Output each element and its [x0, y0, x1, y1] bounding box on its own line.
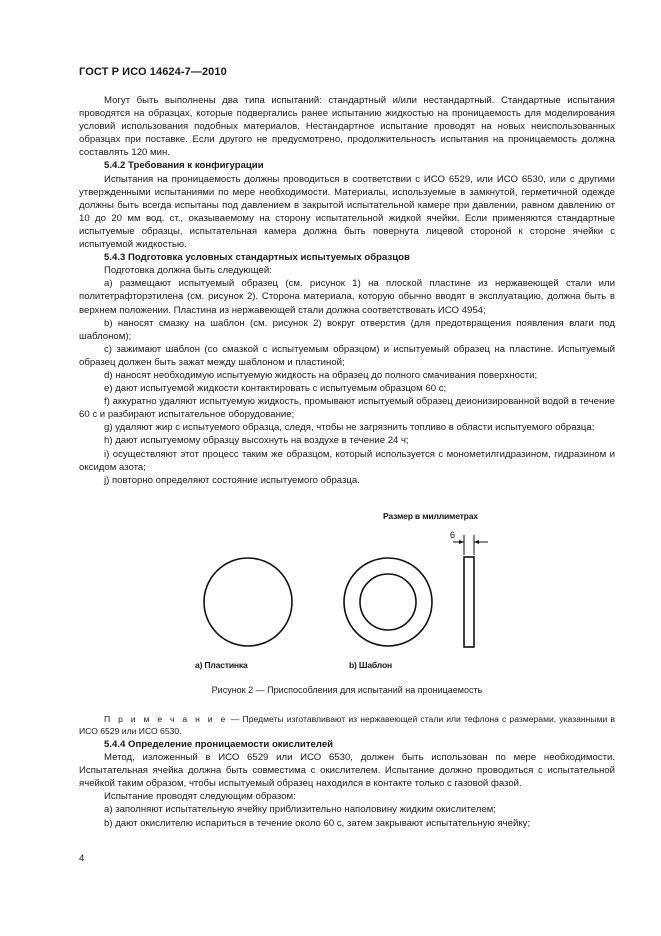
figure-caption: Рисунок 2 — Приспособления для испытаний на проницаемость: [211, 685, 483, 695]
dimension-arrow-right: [474, 540, 479, 544]
side-view: [464, 557, 474, 647]
section-heading: 5.4.4 Определение проницаемости окислителей: [104, 739, 334, 750]
section-heading: 5.4.3 Подготовка условных стандартных испытуемых образцов: [104, 252, 410, 264]
template-caption: b) Шаблон: [349, 660, 392, 670]
paragraph: b) наносят смазку на шаблон (см. рисунок 2) вокруг отверстия (для предотвращения появления влаги под шаблоном);: [79, 317, 615, 342]
note-label: П р и м е ч а н и е: [104, 714, 228, 724]
paragraph: h) дают испытуемому образцу высохнуть на воздухе в течение 24 ч;: [104, 435, 409, 447]
paragraph: Метод, изложенный в ИСО 6529 или ИСО 6530, должен быть использован по мере необходимости. Испытательная ячейка должна быть совместима с окислителем. Испытание должно проводиться с испытательной ячейкой таким образом, чтобы испытуемый образец находился в контакте только с газовой фазой.: [79, 752, 615, 790]
figure-2-drawing: [79, 505, 615, 715]
paragraph: d) наносят необходимую испытуемую жидкость на образец до полного смачивания поверхности;: [104, 369, 538, 381]
paragraph: b) дают окислителю испариться в течение около 60 с, затем закрывают испытательную ячейку;: [104, 817, 531, 829]
paragraph: j) повторно определяют состояние испытуемого образца.: [104, 474, 360, 486]
paragraph: Подготовка должна быть следующей:: [104, 265, 272, 277]
paragraph: g) удаляют жир с испытуемого образца, следя, чтобы не загрязнить топливо в области испытуемого образца;: [104, 422, 595, 434]
page-number: 4: [79, 853, 85, 864]
paragraph: a) размещают испытуемый образец (см. рисунок 1) на плоской пластине из нержавеющей стали или политетрафторэтилена (см. рисунок 2). Сторона материала, которую обычно вводят в эксплуатацию, должна быть в верхнем положении. Пластина из нержавеющей стали должна соответствовать ИСО 4954;: [79, 278, 615, 316]
paragraph: e) дают испытуемой жидкости контактировать с испытуемым образцом 60 с;: [104, 383, 447, 395]
section-heading: 5.4.2 Требования к конфигурации: [104, 160, 264, 172]
template-outer-circle: [344, 558, 432, 646]
paragraph: Испытания на проницаемость должны проводиться в соответствии с ИСО 6529, или ИСО 6530, или с другими утвержденными испытаниями по мере необходимости. Материалы, используемые в замкнутой, герметичной одежде должны быть всегда испытаны под давлением в закрытой испытательной камере при давлении, равном давлению от 10 до 20 мм вод. ст., оказываемому на сторону испытательной жидкой ячейки. Если применяются стандартные испытуемые образцы, испытательная камера должна быть повернута лицевой стороной к стороне ячейки с испытуемой жидкостью.: [79, 173, 615, 251]
paragraph: a) заполняют испытательную ячейку приблизительно наполовину жидким окислителем;: [104, 804, 496, 816]
section-5-4-text: [79, 94, 615, 487]
paragraph: f) аккуратно удаляют испытуемую жидкость, промывают испытуемый образец деионизированной водой в течение 60 с и разбирают испытательное оборудование;: [79, 396, 615, 421]
note-text: — Предметы изготавливают из нержавеющей стали или тефлона с размерами, указанными в ИСО 6529 или ИСО 6530.: [79, 714, 615, 736]
document-header: ГОСТ Р ИСО 14624-7—2010: [79, 66, 227, 78]
paragraph: Могут быть выполнены два типа испытаний: стандартный и/или нестандартный. Стандартные испытания проводятся на образцах, которые подвергались ранее испытанию жидкостью на проницаемость для моделирования условий использования подобных материалов. Нестандартное испытание проводят на новых неиспользованных образцах при поставке. Если другого не предусмотрено, продолжительность испытания на проницаемость должна составлять 120 мин.: [79, 95, 615, 159]
paragraph: Испытание проводят следующим образом:: [104, 791, 296, 803]
dimension-value: 6: [450, 530, 456, 540]
figure-note: [79, 714, 615, 738]
paragraph: c) зажимают шаблон (со смазкой с испытуемым образцом) и испытуемый образец на пластине. Испытуемый образец должен быть зажат между шаблоном и пластиной;: [79, 343, 615, 368]
plate-caption: a) Пластинка: [195, 660, 248, 670]
dimension-arrow-left: [459, 540, 464, 544]
template-inner-circle: [360, 574, 416, 630]
section-5-4-4-text: [79, 738, 615, 830]
figure-2: [79, 505, 615, 715]
paragraph: i) осуществляют этот процесс таким же образцом, который используется с монометилгидразином, гидразином и оксидом азота;: [79, 448, 615, 473]
figure-units-label: Размер в миллиметрах: [383, 511, 478, 521]
plate-outline: [204, 558, 292, 646]
